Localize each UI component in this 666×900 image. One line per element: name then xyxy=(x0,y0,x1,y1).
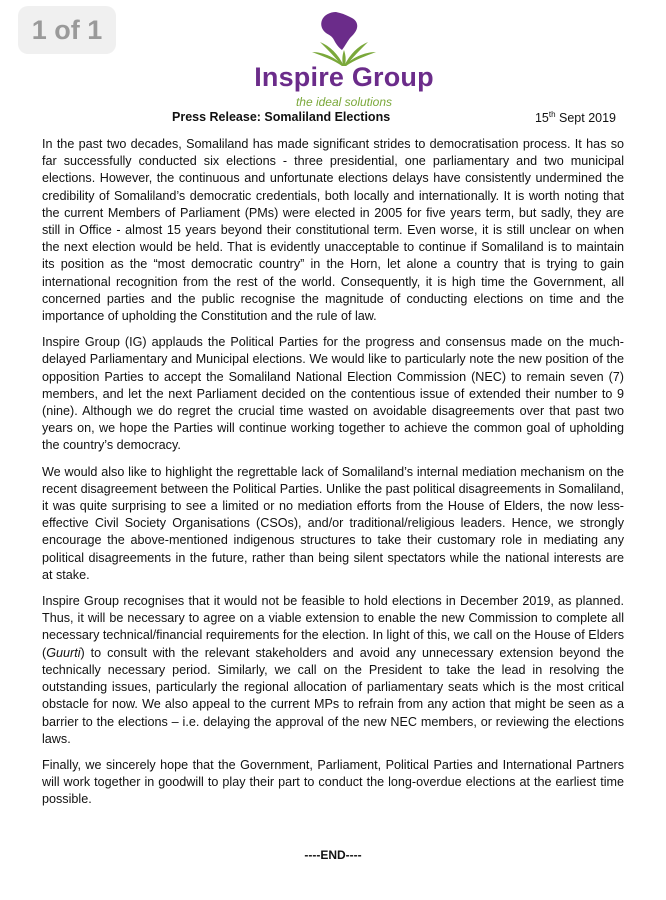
brand-tagline: the ideal solutions xyxy=(295,95,393,109)
end-marker: ----END---- xyxy=(304,848,362,862)
paragraph-1: In the past two decades, Somaliland has made significant strides to democratisation process. It has so far successfully conducted six elections - three presidential, one parliamentary and two municipal elections. However, the continuous and unfortunate elections delays have consistently undermined the credibility of Somaliland’s democratic credentials, both locally and internationally. It is worth noting that the current Members of Parliament (PMs) were elected in 2005 for five years term, but sadly, they are still in Office - almost 15 years beyond their constitutional term. Even worse, it is still unclear on when the next election would be held. That is evidently unacceptable to continue if Somaliland is to maintain its position as the “most democratic country” in the Horn, let alone a country that is trying to gain international recognition from the rest of the world. Consequently, it is high time the Government, all concerned parties and the public recognise the magnitude of conducting elections on time and the importance of upholding the Constitution and the rule of law. xyxy=(42,137,624,324)
paragraph-2: Inspire Group (IG) applauds the Political Parties for the progress and consensus made on the much-delayed Parliamentary and Municipal elections. We would like to particularly note the new position of the opposition Parties to accept the Somaliland National Election Commission (NEC) to remain seven (7) members, and let the next Parliament decided on the contentious issue of extended their number to 9 (nine). Although we do regret the crucial time wasted on avoidable disagreements over that past two years on, we hope the Parties will continue working together to achieve the common goal of upholding the country’s democracy. xyxy=(42,335,624,453)
press-release-body xyxy=(42,136,624,818)
paragraph-4: Inspire Group recognises that it would not be feasible to hold elections in December 2019, as planned. Thus, it will be necessary to agree on a viable extension to enable the new Commission to complete all necessary technical/financial requirements for the election. In light of this, we call on the House of Elders (Guurti) to consult with the relevant stakeholders and avoid any unnecessary extension beyond the technically necessary period. Similarly, we call on the President to take the lead in resolving the outstanding issues, particularly the regional allocation of parliamentary seats which is the most critical obstacle for now. We also appeal to the current MPs to refrain from any action that might be seen as a barrier to the elections – i.e. delaying the approval of the new NEC members, or reviewing the elections laws. xyxy=(42,594,624,746)
press-release-title: Press Release: Somaliland Elections xyxy=(172,110,391,124)
paragraph-5: Finally, we sincerely hope that the Government, Parliament, Political Parties and International Partners will work together in goodwill to play their part to conduct the long-overdue elections at the earliest time possible. xyxy=(42,757,624,807)
paragraph-3: We would also like to highlight the regrettable lack of Somaliland’s internal mediation mechanism on the recent disagreement between the Political Parties. Unlike the past political disagreements in Somaliland, it was quite surprising to see a limited or no mediation efforts from the House of Elders, the now less-effective Civil Society Organisations (CSOs), and/or traditional/religious leaders. Hence, we strongly encourage the above-mentioned indigenous structures to take their customary role in mediating any political disagreements in the future, rather than being silent spectators while the national interests are at stake. xyxy=(42,464,624,582)
release-date: 15th Sept 2019 xyxy=(534,110,616,126)
africa-plant-logo-icon xyxy=(284,8,404,70)
release-header xyxy=(42,110,626,130)
page-counter-badge: 1 of 1 xyxy=(18,6,116,54)
inspire-group-logo xyxy=(236,8,452,108)
brand-name: Inspire Group xyxy=(254,62,434,92)
